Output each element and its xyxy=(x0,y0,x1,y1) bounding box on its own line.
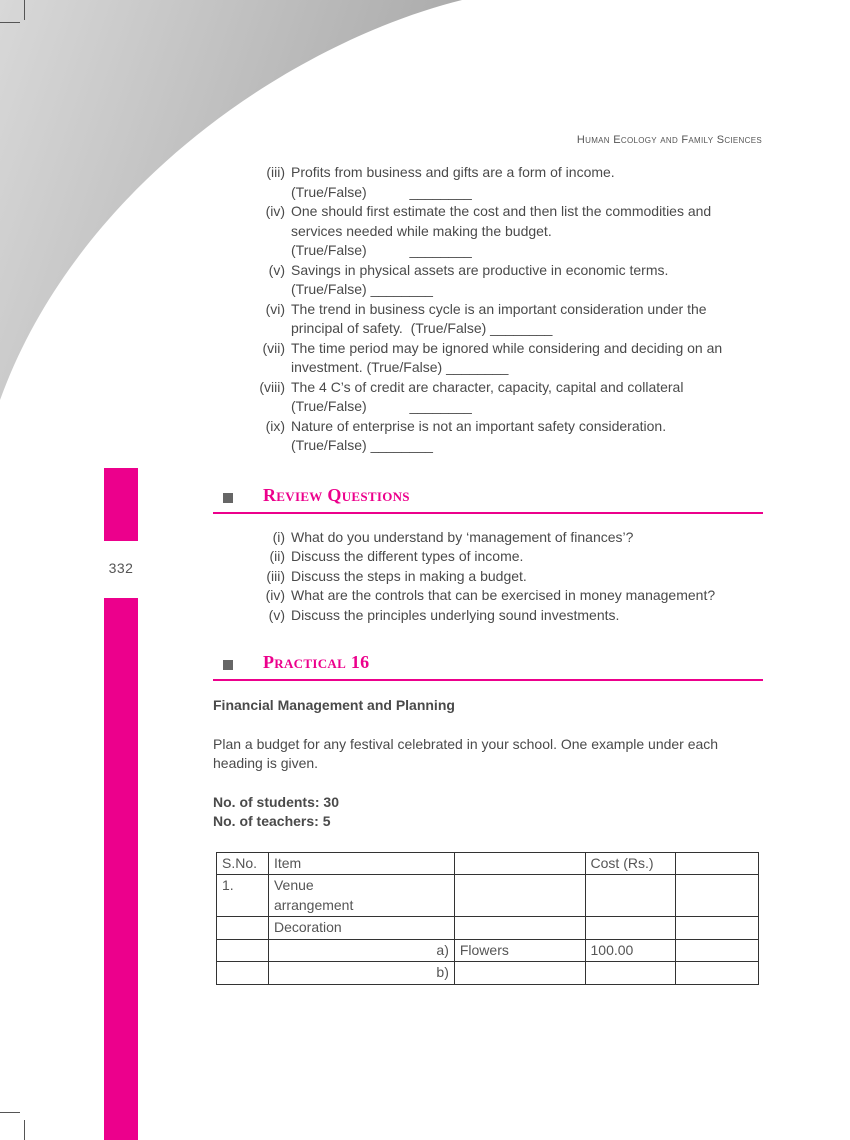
side-bar-top xyxy=(104,468,138,541)
list-item xyxy=(213,378,763,417)
table-header-cell xyxy=(454,852,585,875)
item-text: Discuss the principles underlying sound investments. xyxy=(291,606,620,623)
item-number: (iv) xyxy=(265,203,285,219)
item-text: Discuss the different types of income. xyxy=(291,548,524,564)
item-line: (True/False) ________ xyxy=(291,398,472,414)
crop-mark xyxy=(0,1112,20,1113)
item-number: (iv) xyxy=(265,587,285,603)
item-line: investment. (True/False) ________ xyxy=(291,359,509,375)
item-text xyxy=(291,261,763,300)
list-item xyxy=(213,202,763,261)
table-row xyxy=(217,962,759,985)
table-cell xyxy=(676,939,759,962)
item-number: (iii) xyxy=(266,567,285,584)
students-count: No. of students: 30 xyxy=(213,793,340,810)
table-header-cell: Item xyxy=(268,852,454,875)
list-item xyxy=(213,528,763,548)
item-number: (iii) xyxy=(266,164,285,180)
item-line: (True/False) ________ xyxy=(291,281,433,297)
item-text: Discuss the steps in making a budget. xyxy=(291,567,527,584)
table-header-cell: Cost (Rs.) xyxy=(585,852,676,875)
item-number: (vi) xyxy=(265,300,285,317)
crop-mark xyxy=(24,0,25,20)
table-cell: Decoration xyxy=(268,917,454,940)
square-bullet-icon xyxy=(223,660,233,670)
main-content xyxy=(213,163,763,985)
item-text xyxy=(291,339,763,378)
section-title: Practical 16 xyxy=(263,652,370,672)
table-header-cell xyxy=(676,852,759,875)
item-number: (i) xyxy=(272,528,285,545)
table-row xyxy=(217,875,759,917)
item-line: Profits from business and gifts are a form of income. xyxy=(291,164,615,180)
table-header-cell: S.No. xyxy=(217,852,269,875)
table-cell xyxy=(585,875,676,917)
table-cell: 1. xyxy=(217,875,269,917)
item-line: The 4 C’s of credit are character, capacity, capital and collateral xyxy=(291,378,684,395)
item-line: (True/False) ________ xyxy=(291,183,472,200)
list-item xyxy=(213,163,763,202)
table-cell xyxy=(676,962,759,985)
item-text xyxy=(291,417,763,456)
table-cell: 100.00 xyxy=(585,939,676,962)
table-cell xyxy=(676,917,759,940)
item-line: The time period may be ignored while considering and deciding on an xyxy=(291,339,723,356)
table-row xyxy=(217,939,759,962)
table-cell xyxy=(454,875,585,917)
list-item xyxy=(213,567,763,587)
list-item xyxy=(213,606,763,626)
item-text xyxy=(291,202,763,261)
list-item xyxy=(213,300,763,339)
teachers-count: No. of teachers: 5 xyxy=(213,813,331,829)
item-text xyxy=(291,300,763,339)
table-row xyxy=(217,917,759,940)
item-text xyxy=(291,378,763,417)
budget-table xyxy=(216,852,759,985)
list-item xyxy=(213,586,763,606)
table-cell: b) xyxy=(268,962,454,985)
item-number: (v) xyxy=(268,261,285,278)
item-line: (True/False) ________ xyxy=(291,242,472,258)
item-line: Savings in physical assets are productive in economic terms. xyxy=(291,261,669,278)
item-text: What are the controls that can be exercised in money management? xyxy=(291,587,716,603)
item-text: What do you understand by ‘management of finances’? xyxy=(291,528,634,545)
item-line: One should first estimate the cost and then list the commodities and xyxy=(291,203,712,219)
table-cell: a) xyxy=(268,939,454,962)
item-number: (ix) xyxy=(265,417,285,434)
list-item xyxy=(213,339,763,378)
table-cell: Flowers xyxy=(454,939,585,962)
true-false-list xyxy=(213,163,763,456)
square-bullet-icon xyxy=(223,493,233,503)
running-head: Human Ecology and Family Sciences xyxy=(576,134,762,146)
list-item xyxy=(213,261,763,300)
crop-mark xyxy=(24,1120,25,1140)
table-cell xyxy=(454,917,585,940)
practical-heading xyxy=(213,649,763,681)
table-cell xyxy=(454,962,585,985)
item-number: (ii) xyxy=(269,548,285,564)
item-line: (True/False) ________ xyxy=(291,437,433,453)
list-item xyxy=(213,417,763,456)
item-line: services needed while making the budget. xyxy=(291,222,552,239)
item-line: principal of safety. (True/False) ________ xyxy=(291,320,553,336)
item-number: (v) xyxy=(268,606,285,623)
crop-mark xyxy=(0,22,20,23)
item-line: The trend in business cycle is an important consideration under the xyxy=(291,300,707,317)
table-cell xyxy=(585,917,676,940)
list-item xyxy=(213,547,763,567)
item-line: Nature of enterprise is not an important safety consideration. xyxy=(291,417,667,434)
table-cell xyxy=(676,875,759,917)
practical-instructions: Plan a budget for any festival celebrated in your school. One example under each heading is given. xyxy=(213,735,719,771)
table-cell xyxy=(585,962,676,985)
table-header-row xyxy=(217,852,759,875)
table-cell: Venue arrangement xyxy=(268,875,454,917)
section-title: Review Questions xyxy=(263,484,410,505)
page-number: 332 xyxy=(108,560,134,576)
review-questions-list xyxy=(213,528,763,626)
item-number: (viii) xyxy=(259,378,285,395)
item-text xyxy=(291,163,763,202)
practical-subtitle: Financial Management and Planning xyxy=(213,697,455,713)
table-cell xyxy=(217,962,269,985)
side-bar-bottom xyxy=(104,598,138,1140)
table-cell xyxy=(217,917,269,940)
review-questions-heading xyxy=(213,482,763,514)
item-number: (vii) xyxy=(262,339,285,356)
table-cell xyxy=(217,939,269,962)
